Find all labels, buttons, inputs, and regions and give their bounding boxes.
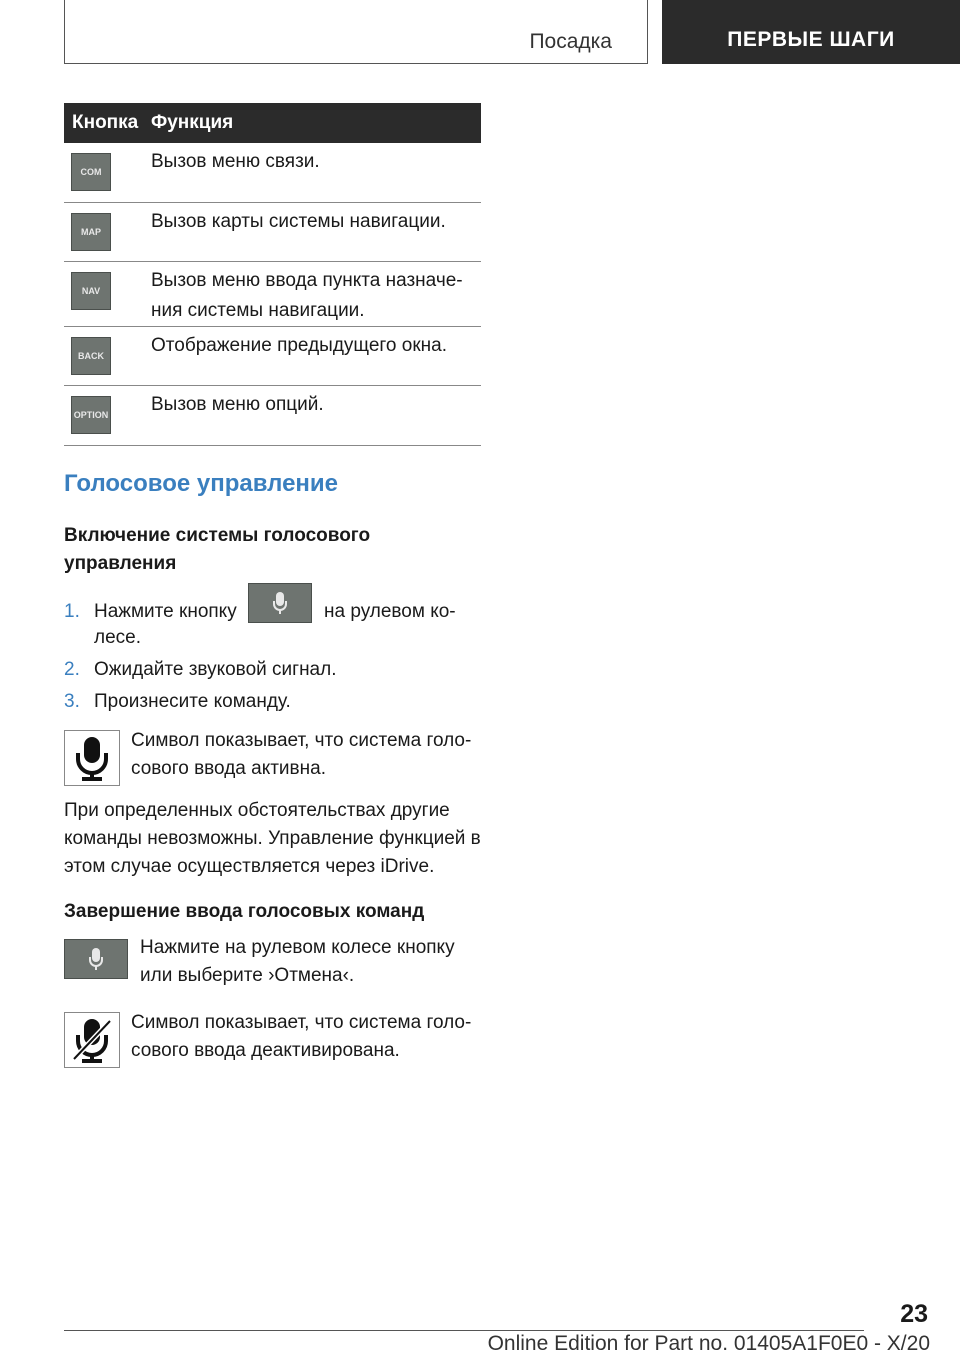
- function-text-line: Вызов меню ввода пункта назначе-: [151, 270, 463, 291]
- nav-key-icon: NAV: [71, 272, 111, 310]
- function-text-line: ния системы навигации.: [151, 300, 365, 321]
- step-number: 2.: [64, 659, 80, 680]
- step-text: Ожидайте звуковой сигнал.: [94, 659, 337, 680]
- edition-footer: Online Edition for Part no. 01405A1F0E0 - X/20: [487, 1332, 930, 1355]
- table-row: [64, 262, 481, 327]
- subheading-finish: Завершение ввода голосовых команд: [64, 901, 425, 922]
- chapter-tab: ПЕРВЫЕ ШАГИ: [662, 0, 960, 64]
- instruction-line: Нажмите на рулевом колесе кнопку: [140, 937, 455, 958]
- mic-active-icon: [64, 730, 120, 786]
- subheading-line: управления: [64, 553, 177, 574]
- page-number: 23: [900, 1300, 928, 1328]
- step-number: 1.: [64, 601, 80, 622]
- column-header-button: Кнопка: [72, 112, 139, 133]
- instruction-line: или выберите ›Отмена‹.: [140, 965, 355, 986]
- symbol-description: [131, 727, 471, 783]
- option-key-icon: OPTION: [71, 396, 111, 434]
- table-row: [64, 203, 481, 262]
- note-line: команды невозможны. Управление функцией в: [64, 828, 481, 849]
- com-key-icon: COM: [71, 153, 111, 191]
- back-key-icon: BACK: [71, 337, 111, 375]
- step-text: Произнесите команду.: [94, 691, 291, 712]
- note-line: этом случае осуществляется через iDrive.: [64, 856, 435, 877]
- table-row: [64, 143, 481, 203]
- map-key-icon: MAP: [71, 213, 111, 251]
- step-text: лесе.: [94, 627, 141, 648]
- step-text: Нажмите кнопку: [94, 601, 237, 622]
- description-line: Символ показывает, что система голо-: [131, 1012, 472, 1033]
- function-text: Отображение предыдущего окна.: [151, 335, 447, 356]
- subheading-activate: [64, 522, 370, 578]
- section-heading: Голосовое управление: [64, 470, 339, 497]
- function-text: Вызов меню опций.: [151, 394, 324, 415]
- finish-instruction: [140, 934, 455, 990]
- table-row: [64, 327, 481, 386]
- column-header-function: Функция: [151, 112, 234, 133]
- description-line: Символ показывает, что система голо-: [131, 730, 472, 751]
- note-line: При определенных обстоятельствах другие: [64, 800, 450, 821]
- description-line: сового ввода деактивирована.: [131, 1040, 400, 1061]
- table-row: [64, 386, 481, 446]
- step-number: 3.: [64, 691, 80, 712]
- symbol-description: [131, 1009, 471, 1065]
- table-header: [64, 103, 481, 143]
- function-text: Вызов карты системы навигации.: [151, 211, 446, 232]
- button-function-table: [64, 103, 481, 446]
- note-paragraph: [64, 797, 481, 881]
- subheading-line: Включение системы голосового: [64, 525, 371, 546]
- description-line: сового ввода активна.: [131, 758, 326, 779]
- voice-button-icon: [248, 583, 312, 623]
- section-title: Посадка: [529, 30, 612, 53]
- step-text: на рулевом ко-: [324, 601, 456, 622]
- mic-off-icon: [64, 1012, 120, 1068]
- function-text: Вызов меню связи.: [151, 151, 320, 172]
- voice-button-icon: [64, 939, 128, 979]
- function-text: [151, 262, 481, 326]
- footer-divider: [64, 1330, 864, 1331]
